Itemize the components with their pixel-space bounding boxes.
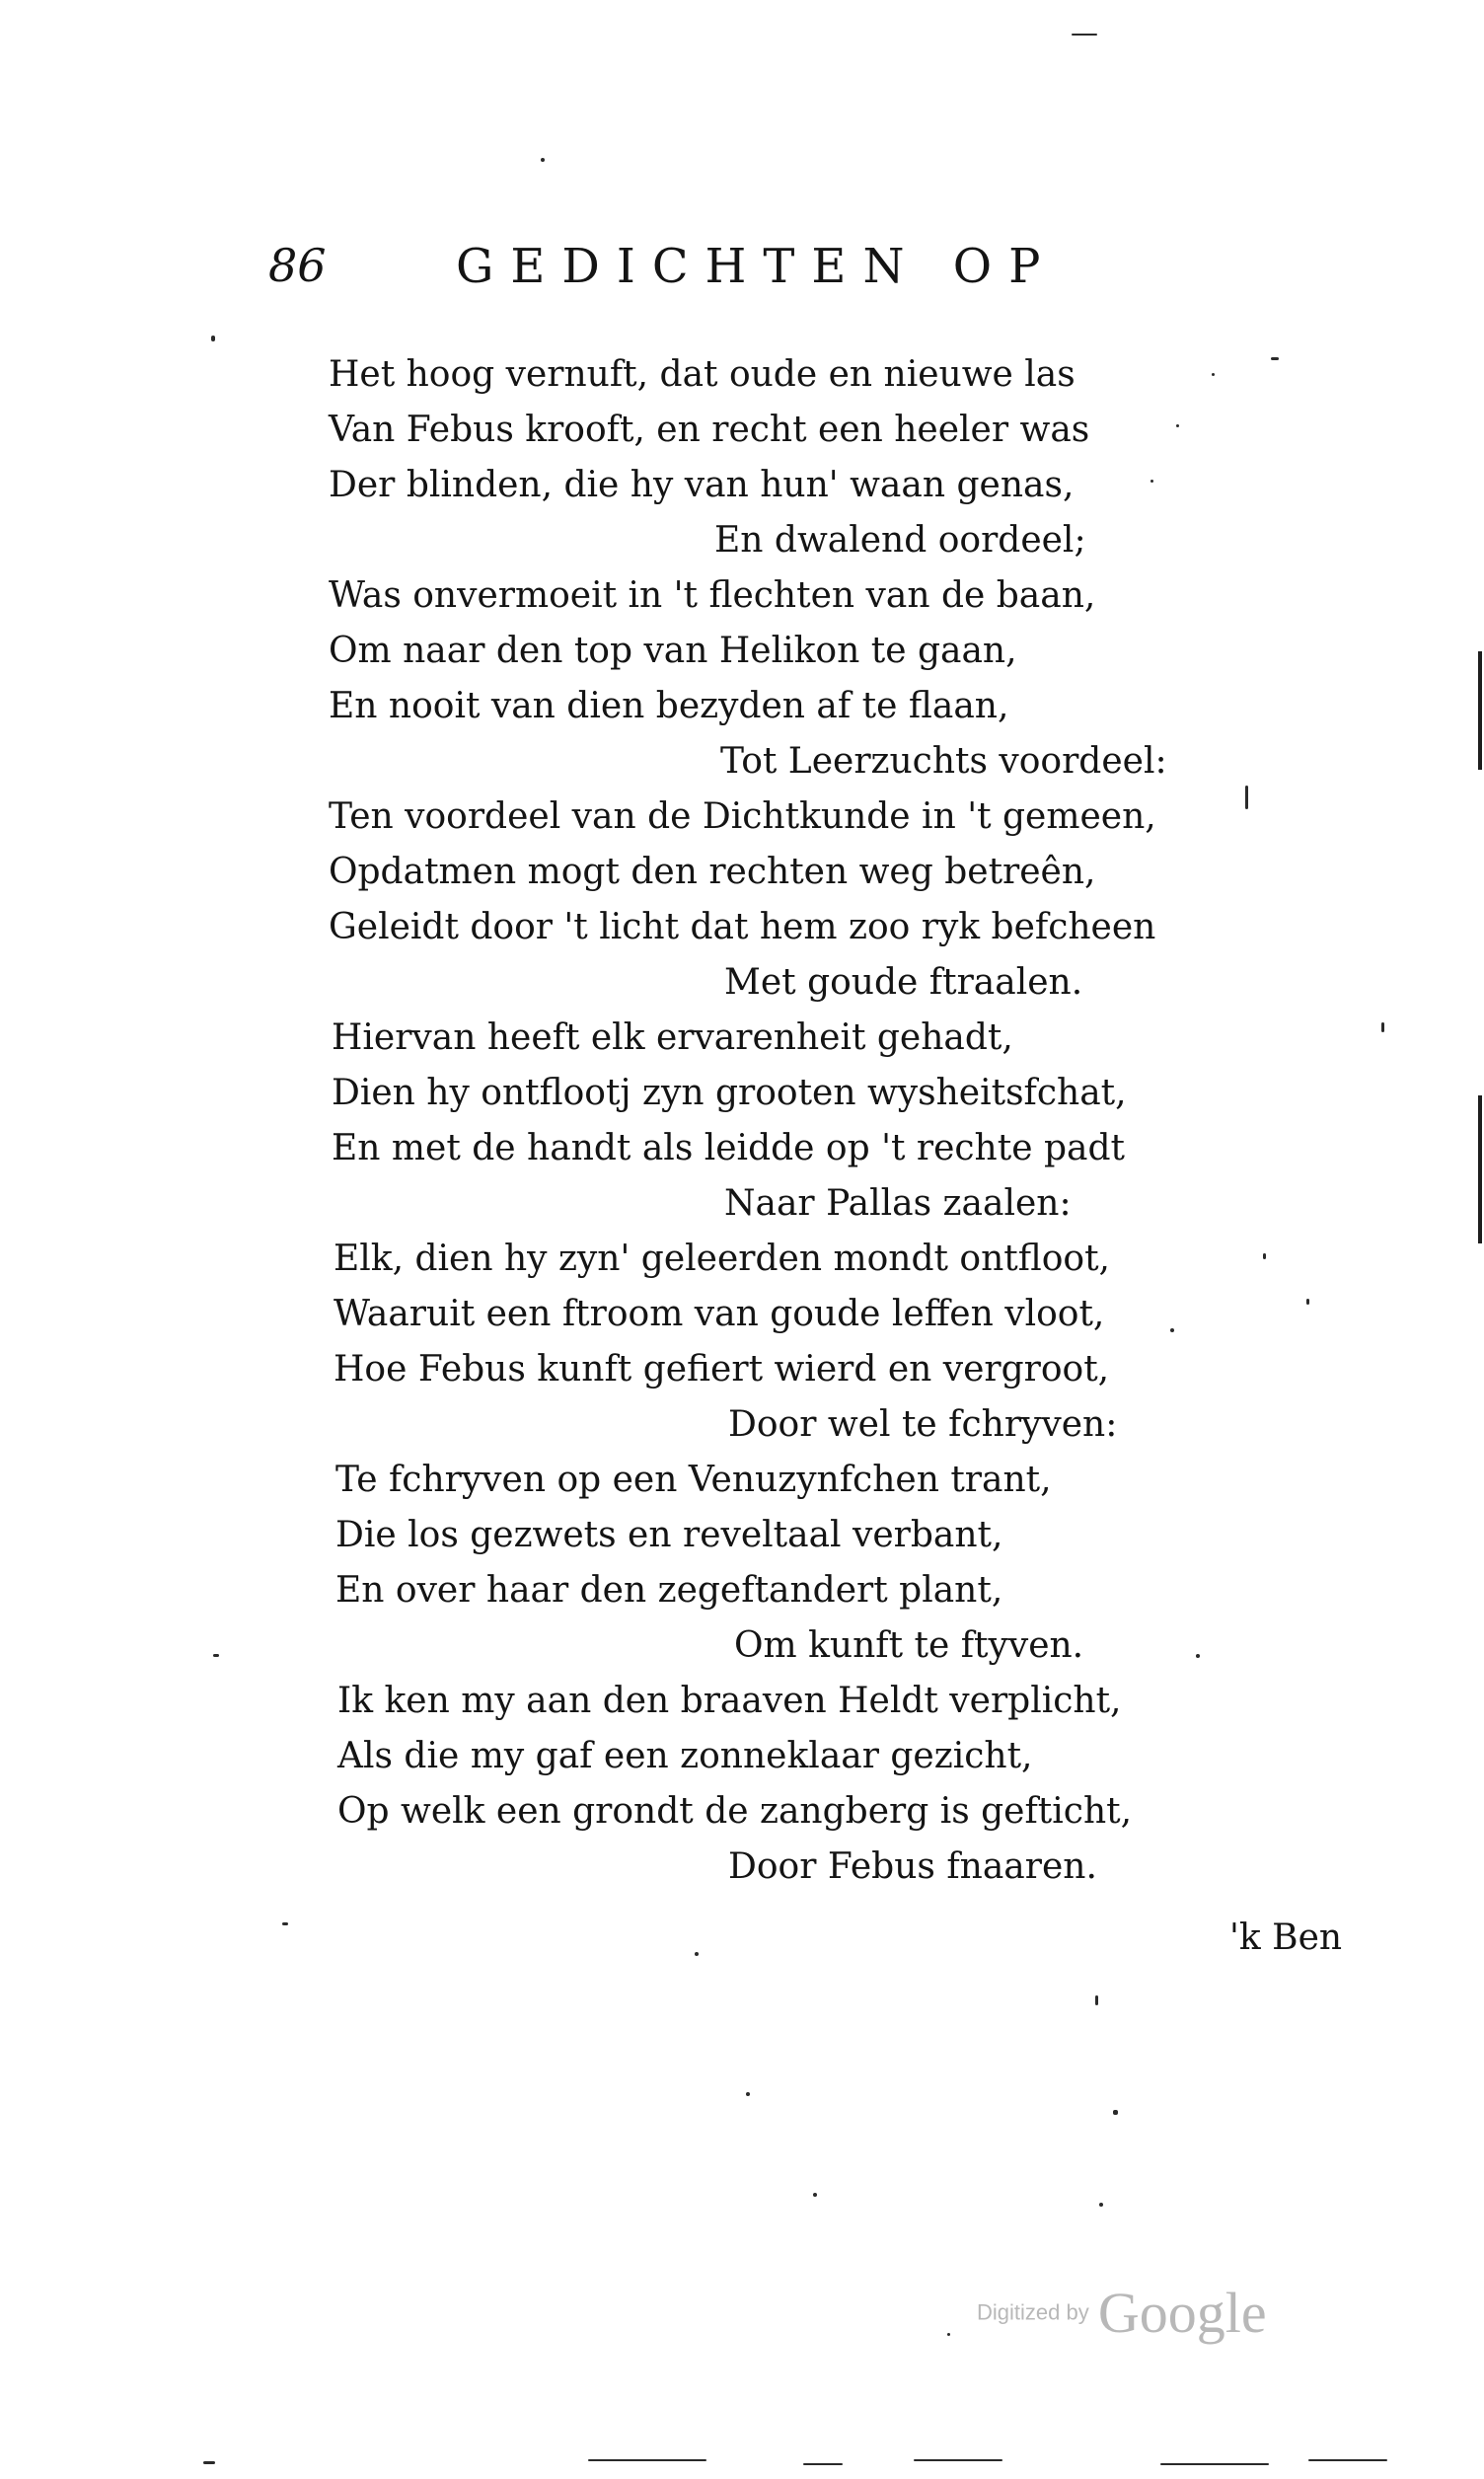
scan-speck [914,2459,1002,2461]
scan-speck [588,2459,706,2461]
poem-line: Om naar den top van Helikon te gaan, [329,631,1017,671]
poem-line: Als die my gaf een zonneklaar gezicht, [337,1736,1033,1776]
scan-speck [1099,2203,1103,2207]
poem-line: Was onvermoeit in 't flechten van de baan, [329,575,1096,616]
page-number: 86 [268,239,327,292]
scan-speck [1245,786,1248,809]
poem-line: En over haar den zegeftandert plant, [335,1570,1003,1611]
poem-line: En dwalend oordeel; [714,520,1086,561]
poem-line: Geleidt door 't licht dat hem zoo ryk befcheen [329,907,1156,947]
scan-speck [813,2193,817,2197]
poem-line: Naar Pallas zaalen: [724,1183,1072,1224]
scan-speck [1212,373,1215,376]
poem-line: Die los gezwets en reveltaal verbant, [335,1515,1003,1555]
scan-speck [947,2333,950,2336]
watermark-brand: Google [1097,2281,1267,2345]
poem-line: Van Febus krooft, en recht een heeler was [329,410,1090,450]
scan-speck [1306,1299,1309,1305]
poem-line: Elk, dien hy zyn' geleerden mondt ontfloot, [334,1239,1110,1279]
scan-speck [1170,1328,1174,1332]
poem-line: Tot Leerzuchts voordeel: [720,741,1167,782]
scan-speck [541,158,545,162]
poem-line: Waaruit een ftroom van goude leffen vloot, [334,1294,1105,1334]
poem-line: Op welk een grondt de zangberg is gefticht, [337,1791,1133,1832]
poem-line: Door wel te fchryven: [728,1404,1118,1445]
scan-speck [1308,2459,1387,2461]
poem-line: Der blinden, die hy van hun' waan genas, [329,465,1075,505]
catchword: 'k Ben [1229,1917,1343,1958]
scan-speck [746,2092,750,2096]
scan-speck [695,1952,699,1956]
scan-speck [803,2463,843,2465]
poem-line: Ik ken my aan den braaven Heldt verplicht, [337,1681,1122,1721]
scan-speck [1113,2110,1118,2115]
scan-speck [203,2461,215,2464]
scan-speck [1271,357,1279,360]
poem-line: Ten voordeel van de Dichtkunde in 't gemeen, [329,796,1156,837]
scan-speck [1176,424,1179,427]
poem-line: Met goude ftraalen. [724,962,1083,1003]
poem-line: Het hoog vernuft, dat oude en nieuwe las [329,354,1076,395]
scan-speck [1072,34,1097,36]
scan-speck [1263,1253,1266,1259]
scan-speck [1095,1995,1098,2005]
poem-line: Door Febus fnaaren. [728,1846,1097,1887]
poem-line: Te fchryven op een Venuzynfchen trant, [335,1460,1052,1500]
scan-speck [1150,480,1153,483]
poem-line: En nooit van dien bezyden af te flaan, [329,686,1009,726]
page-edge-mark [1478,1095,1482,1243]
page-edge-mark [1478,651,1482,770]
running-head: GEDICHTEN OP [456,239,1058,294]
scan-speck [213,1654,219,1657]
scan-speck [1381,1022,1384,1032]
poem-line: Opdatmen mogt den rechten weg betreên, [329,852,1096,892]
scan-speck [282,1922,288,1925]
scan-speck [1160,2463,1269,2465]
poem-line: Hiervan heeft elk ervarenheit gehadt, [332,1017,1013,1058]
poem-line: Dien hy ontflootj zyn grooten wysheitsfchat, [332,1073,1127,1113]
poem-line: Hoe Febus kunft gefiert wierd en vergroot, [334,1349,1110,1390]
poem-line: Om kunft te ftyven. [734,1625,1084,1666]
digitization-watermark [977,2280,1267,2346]
scan-speck [1196,1654,1200,1658]
scan-speck [211,336,215,341]
poem-line: En met de handt als leidde op 't rechte padt [332,1128,1125,1168]
watermark-prefix: Digitized by [977,2299,1089,2325]
